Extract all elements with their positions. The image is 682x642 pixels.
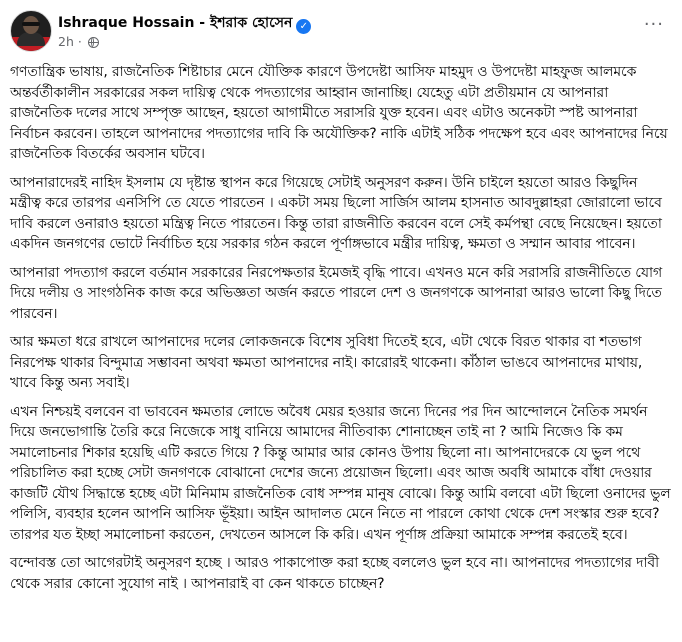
post-paragraph-4: আর ক্ষমতা ধরে রাখলে আপনাদের দলের লোকজনকে বিশেষ সুবিধা দিতেই হবে, এটা থেকে বিরত থাকার বা শতভাগ নিরপেক্ষ থাকার বিন্দুমাত্র সম্ভাবনা অথবা ক্ষমতা আপনাদের নাই। কারোরই থাকেনা। কাঁঠাল ভাঙবে আপনাদের মাথায়, খাবে কিন্তু অন্য সবাই। bbox=[10, 334, 643, 391]
verified-badge-icon: ✓ bbox=[296, 19, 311, 34]
post-paragraph-6: বন্দোবস্ত তো আগেরটাই অনুসরণ হচ্ছে । আরও পাকাপোক্ত করা হচ্ছে বললেও ভুল হবে না। আপনাদের পদত্যাগের দাবী থেকে সরার কোনো সুযোগ নাই । আপনারাই বা কেন থাকতে চাচ্ছেন? bbox=[10, 555, 660, 592]
author-name[interactable]: Ishraque Hossain - ইশরাক হোসেন bbox=[58, 15, 293, 31]
more-options-icon[interactable]: ··· bbox=[643, 14, 664, 35]
post-meta bbox=[58, 34, 99, 49]
avatar-body bbox=[17, 32, 45, 46]
avatar-glasses bbox=[22, 22, 40, 26]
globe-icon bbox=[88, 37, 99, 48]
meta-separator: · bbox=[77, 34, 82, 49]
post-paragraph-5: এখন নিশ্চয়ই বলবেন বা ভাববেন ক্ষমতার লোভে অবৈধ মেয়র হওয়ার জন্যে দিনের পর দিন আন্দোলনে নৈতিক সমর্থন দিয়ে জনভোগান্তি তৈরি করে নিজেকে সাধু বানিয়ে আমাদের নীতিবাক্য শোনাচ্ছেন তাই না ? আমি নিজেও কি কম সমালোচনার শিকার হয়েছি এটি করতে গিয়ে ? কিন্তু আমার আর কোনও উপায় ছিলো না। আপনাদেরকে যে ভুল পথে পরিচালিত করা হচ্ছে সেটা জনগণকে বোঝানো দেশের জন্যে প্রয়োজন ছিলো। এবং আজ অবধি আমাকে বাঁধা দেওয়ার কাজটি যৌথ সিদ্ধান্তে হচ্ছে এটা মিনিমাম রাজনৈতিক বোধ সম্পন্ন মানুষ বোঝে। কিন্তু আমি বলবো এটা ছিলো ওনাদের ভুল পলিসি, ব্যবহার হলেন আপনি আসিফ ভূঁইয়া। আইন আদালত মেনে নিতে না পারলে কোথা থেকে দেশ সংস্কার শুরু হবে? তারপর যত ইচ্ছা সমালোচনা করতেন, দেখতেন আসলে কি করি। এখন পূর্ণাঙ্গ প্রক্রিয়া আমাকে সম্পন্ন করতেই হবে। bbox=[10, 403, 671, 543]
post-paragraph-1: গণতান্ত্রিক ভাষায়, রাজনৈতিক শিষ্টাচার মেনে যৌক্তিক কারণে উপদেষ্টা আসিফ মাহমুদ ও উপদেষ্টা মাহফুজ আলমকে অন্তর্বর্তীকালীন সরকারের সকল দায়িত্ব থেকে পদত্যাগের আহ্বান জানাচ্ছি। যেহেতু এটা প্রতীয়মান যে আপনারা রাজনৈতিক দলের সাথে সম্পৃক্ত আছেন, হয়তো আগামীতে সরাসরি যুক্ত হবেন। এবং এটাও অনেকটা স্পষ্ট আপনারা নির্বাচন করবেন। তাহলে আপনাদের পদত্যাগের দাবি কি অযৌক্তিক? নাকি এটাই সঠিক পদক্ষেপ হবে এবং আপনাদের নিয়ে রাজনৈতিক বিতর্কের অবসান ঘটবে। bbox=[10, 64, 668, 162]
avatar[interactable] bbox=[10, 10, 52, 52]
post-body bbox=[10, 62, 672, 602]
post-paragraph-2: আপনারাদেরই নাহিদ ইসলাম যে দৃষ্টান্ত স্থাপন করে গিয়েছে সেটাই অনুসরণ করুন। উনি চাইলে হয়তো আরও কিছুদিন মন্ত্রীত্ব করে তারপর এনসিপি তে যেতে পারতেন । একটা সময় ছিলো সার্জিস আলম হাসনাত আবদুল্লাহরা জোরালো ভাবে দাবি করলে ওনারাও হয়তো মন্ত্রিত্ব নিতে পারতেন। কিন্তু তারা রাজনীতি করবেন বলে সেই কর্মপন্থা বেছে নিয়েছেন। হয়তো একদিন জনগণের ভোটে নির্বাচিত হয়ে সরকার গঠন করলে পূর্ণাঙ্গভাবে মন্ত্রীর দায়িত্ব, ক্ষমতা ও সম্মান আবার পাবেন। bbox=[10, 174, 662, 252]
post-header bbox=[10, 10, 670, 56]
author-line bbox=[58, 11, 311, 35]
post-time[interactable]: 2h bbox=[58, 34, 74, 49]
post-paragraph-3: আপনারা পদত্যাগ করলে বর্তমান সরকারের নিরপেক্ষতার ইমেজই বৃদ্ধি পাবে। এখনও মনে করি সরাসরি রাজনীতিতে যোগ দিয়ে দলীয় ও সাংগঠনিক কাজ করে অভিজ্ঞতা অর্জন করতে পারলে দেশ ও জনগণকে আপনারা আরও ভালো কিছু দিতে পারবেন। bbox=[10, 264, 662, 322]
